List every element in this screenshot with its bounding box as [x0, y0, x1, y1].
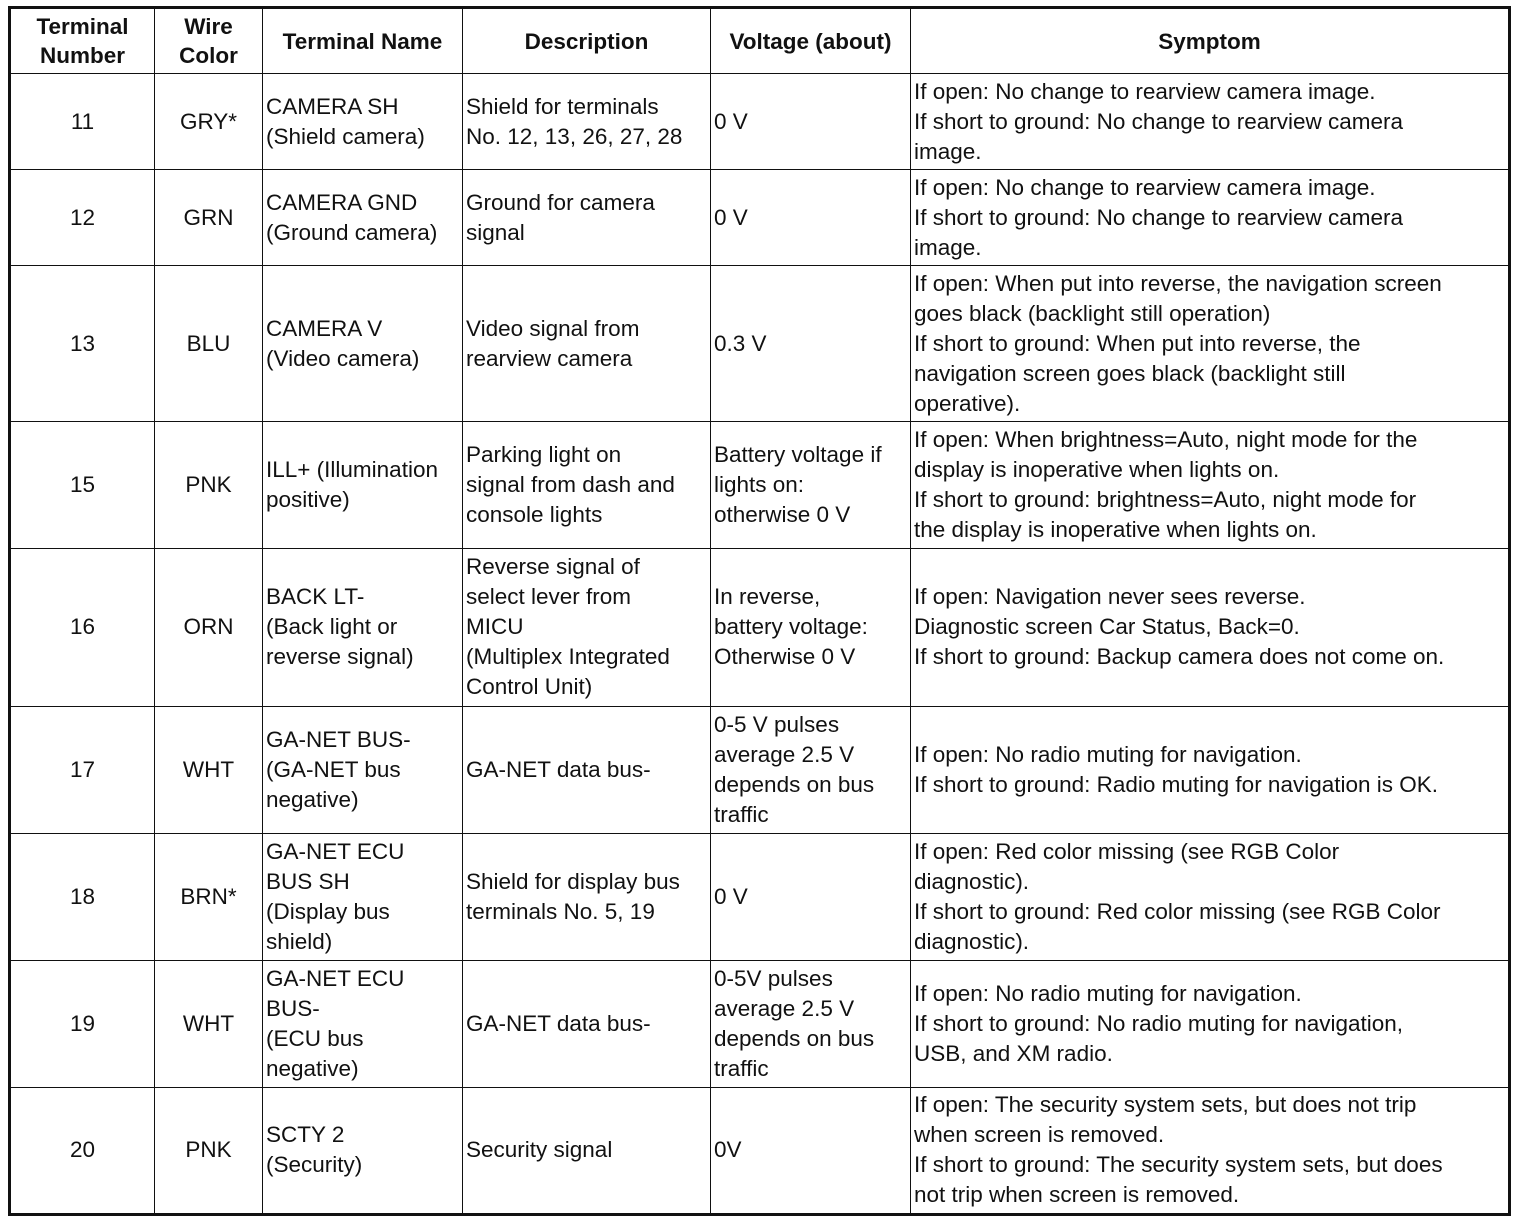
- header-voltage: Voltage (about): [711, 8, 911, 74]
- voltage-cell: 0 V: [711, 74, 911, 170]
- terminal-number-cell: 17: [10, 706, 155, 833]
- symptom-cell: If open: Red color missing (see RGB Color diagnostic). If short to ground: Red color missing (see RGB Color diagnostic).: [911, 833, 1510, 960]
- wire-color-cell: WHT: [155, 706, 263, 833]
- table-row: [10, 706, 1510, 833]
- symptom-cell: If open: No change to rearview camera image. If short to ground: No change to rearview camera image.: [911, 74, 1510, 170]
- terminal-number-cell: 16: [10, 549, 155, 706]
- terminal-number-cell: 13: [10, 266, 155, 422]
- voltage-cell: 0.3 V: [711, 266, 911, 422]
- symptom-cell: If open: No radio muting for navigation. If short to ground: No radio muting for navigation, USB, and XM radio.: [911, 960, 1510, 1087]
- terminal-number-cell: 11: [10, 74, 155, 170]
- voltage-cell: 0 V: [711, 833, 911, 960]
- voltage-cell: Battery voltage if lights on: otherwise 0 V: [711, 422, 911, 549]
- terminal-number-cell: 20: [10, 1087, 155, 1214]
- voltage-cell: 0-5V pulses average 2.5 V depends on bus traffic: [711, 960, 911, 1087]
- table-row: [10, 74, 1510, 170]
- table-row: [10, 1087, 1510, 1214]
- header-terminal-name: Terminal Name: [263, 8, 463, 74]
- description-cell: Reverse signal of select lever from MICU (Multiplex Integrated Control Unit): [463, 549, 711, 706]
- header-description: Description: [463, 8, 711, 74]
- wire-color-cell: GRY*: [155, 74, 263, 170]
- symptom-cell: If open: No radio muting for navigation. If short to ground: Radio muting for navigation is OK.: [911, 706, 1510, 833]
- terminal-name-cell: ILL+ (Illumination positive): [263, 422, 463, 549]
- terminal-name-cell: CAMERA GND (Ground camera): [263, 170, 463, 266]
- terminal-name-cell: CAMERA SH (Shield camera): [263, 74, 463, 170]
- header-symptom: Symptom: [911, 8, 1510, 74]
- header-row: [10, 8, 1510, 74]
- terminal-number-cell: 12: [10, 170, 155, 266]
- voltage-cell: 0 V: [711, 170, 911, 266]
- header-wire-color: Wire Color: [155, 8, 263, 74]
- table-body: [10, 74, 1510, 1215]
- wire-color-cell: BRN*: [155, 833, 263, 960]
- terminal-number-cell: 18: [10, 833, 155, 960]
- table-row: [10, 170, 1510, 266]
- wire-color-cell: WHT: [155, 960, 263, 1087]
- terminal-number-cell: 19: [10, 960, 155, 1087]
- terminal-name-cell: GA-NET ECU BUS SH (Display bus shield): [263, 833, 463, 960]
- description-cell: GA-NET data bus-: [463, 706, 711, 833]
- voltage-cell: 0V: [711, 1087, 911, 1214]
- wire-color-cell: BLU: [155, 266, 263, 422]
- description-cell: Shield for terminals No. 12, 13, 26, 27, 28: [463, 74, 711, 170]
- wire-color-cell: ORN: [155, 549, 263, 706]
- wire-color-cell: PNK: [155, 1087, 263, 1214]
- terminal-name-cell: GA-NET ECU BUS- (ECU bus negative): [263, 960, 463, 1087]
- table-header: [10, 8, 1510, 74]
- symptom-cell: If open: When put into reverse, the navigation screen goes black (backlight still operation) If short to ground: When put into reverse, the navigation screen goes black (backlight still operative).: [911, 266, 1510, 422]
- symptom-cell: If open: Navigation never sees reverse. Diagnostic screen Car Status, Back=0. If short to ground: Backup camera does not come on.: [911, 549, 1510, 706]
- wire-color-cell: PNK: [155, 422, 263, 549]
- voltage-cell: 0-5 V pulses average 2.5 V depends on bus traffic: [711, 706, 911, 833]
- description-cell: Ground for camera signal: [463, 170, 711, 266]
- header-terminal-number: Terminal Number: [10, 8, 155, 74]
- terminal-name-cell: GA-NET BUS- (GA-NET bus negative): [263, 706, 463, 833]
- terminal-name-cell: BACK LT- (Back light or reverse signal): [263, 549, 463, 706]
- description-cell: Video signal from rearview camera: [463, 266, 711, 422]
- terminal-number-cell: 15: [10, 422, 155, 549]
- table-row: [10, 960, 1510, 1087]
- terminal-name-cell: CAMERA V (Video camera): [263, 266, 463, 422]
- table-row: [10, 422, 1510, 549]
- description-cell: Parking light on signal from dash and console lights: [463, 422, 711, 549]
- symptom-cell: If open: When brightness=Auto, night mode for the display is inoperative when lights on. If short to ground: brightness=Auto, night mode for the display is inoperative when lights on.: [911, 422, 1510, 549]
- description-cell: Shield for display bus terminals No. 5, 19: [463, 833, 711, 960]
- table-row: [10, 549, 1510, 706]
- voltage-cell: In reverse, battery voltage: Otherwise 0 V: [711, 549, 911, 706]
- description-cell: GA-NET data bus-: [463, 960, 711, 1087]
- terminal-name-cell: SCTY 2 (Security): [263, 1087, 463, 1214]
- symptom-cell: If open: The security system sets, but does not trip when screen is removed. If short to ground: The security system sets, but does not trip when screen is removed.: [911, 1087, 1510, 1214]
- table-row: [10, 833, 1510, 960]
- description-cell: Security signal: [463, 1087, 711, 1214]
- symptom-cell: If open: No change to rearview camera image. If short to ground: No change to rearview camera image.: [911, 170, 1510, 266]
- terminal-table: [8, 6, 1511, 1216]
- wire-color-cell: GRN: [155, 170, 263, 266]
- table-row: [10, 266, 1510, 422]
